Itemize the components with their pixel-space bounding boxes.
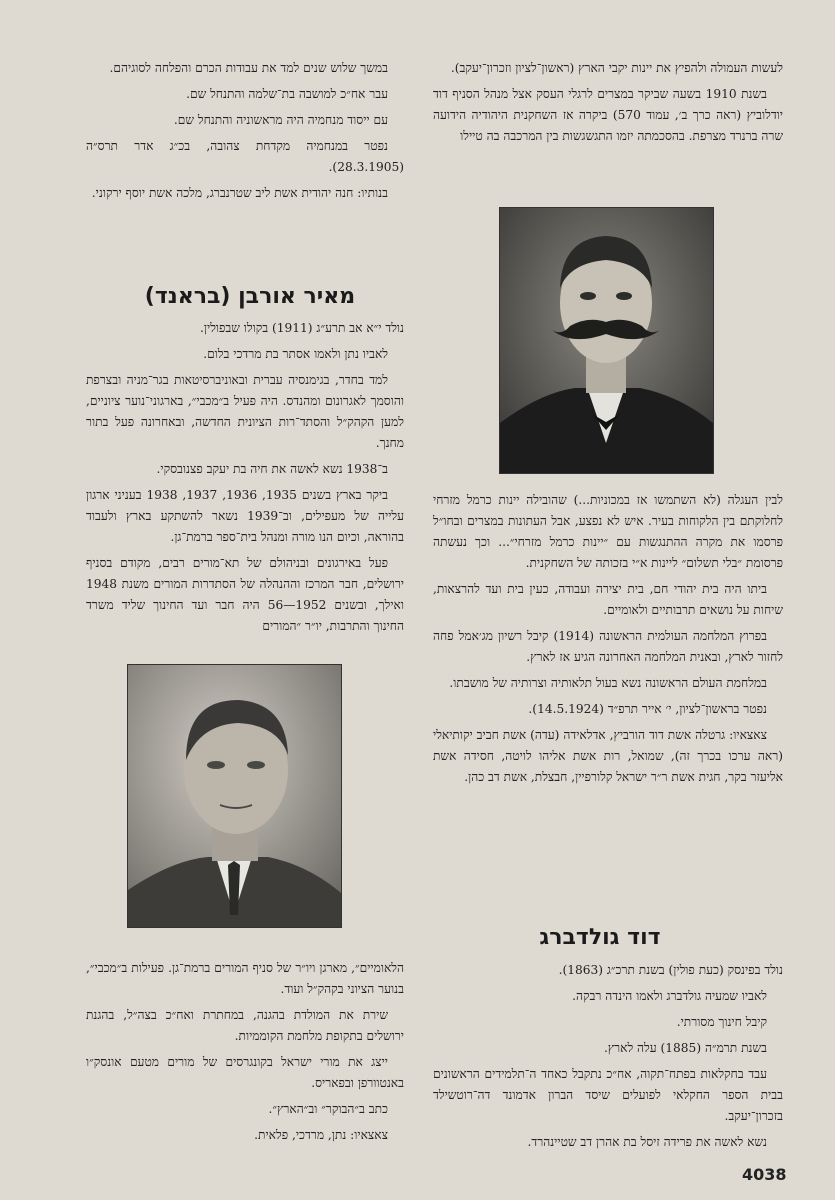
paragraph: נפטר בראשון־לציון, י׳ אייר תרפ״ד (14.5.1924). xyxy=(528,702,767,716)
portrait-photo-man-with-tie xyxy=(127,664,342,928)
paragraph: בשנת 1910 בשעה שביקר במצרים לרגלי העסק אצל מנהל הסניף דוד יודלוביץ (ראה כרך ב׳, עמוד 570) ביקרה אז השחקנית היהודיה הידועה שרה ברנרד מצרפת. בהסכמתה יזמו התגשגשות בין המרכבה בה טיילו xyxy=(433,87,783,143)
paragraph: ביקר בארץ בשנים 1935, 1936, 1937, 1938 בעניני ארגון עלייה של מעפילים, וב־1939 נשאר להשתקע בארץ ולעבוד בהוראה, וכיום הנו מורה ומנהל בית־ספר ברמת־גן. xyxy=(86,488,405,544)
paragraph: לבין העגלה (לא השתמשו אז במכוניות...) שהובילה יינות כרמל מזרחי לחלוקתם בין הלקוחות בעיר. איש לא נפצע, אבל העתונות במצרים ובחו״ל פרסמו את מקרה ההתנגשות עם ״יינות כרמל מזרחי״... וכך נעשתה פרסומת ״בלי תשלום״ ליינות א״י בזכותה של השחקנית. xyxy=(433,493,783,570)
descendants-paragraph: בנותיו: חנה יהודית אשת ליב שטרנברג, מלכה אשת יוסף ירקוני. xyxy=(91,186,388,200)
paragraph: ייצג את מורי ישראל בקונגרסים של מורים מטעם אונסק״ו באנטוורפן ובפאריס. xyxy=(86,1055,404,1090)
paragraph: פעל באירגונים ובניהולם של תא־מורים רבים, מקודם בסניף ירושלים, חבר המרכז וההנהלה של הסתדרות המורים משנת 1948 ואילך, ובשנים 1952—56 היה חבר ועד החינוך שליד משרד החינוך והתרבות, יו״ר ״המורים xyxy=(86,556,404,633)
paragraph: במלחמת העולם הראשונה נשא בעול תלאותיה וצרותיה של מושבתו. xyxy=(449,676,767,690)
paragraph: הלאומיים״, מארגן ויו״ר של סניף המורים ברמת־גן. פעילות ב״מכבי״, בנוער הציוני בקהק״ל ועוד. xyxy=(86,961,404,996)
paragraph: עבר אח״כ למושבה בת־שלמה והתנחל שם. xyxy=(186,87,388,101)
paragraph: נשא לאשה את פרידה זיסל בת אהרן דב שטיינהרד. xyxy=(527,1135,767,1149)
paragraph: במשך שלוש שנים למד את עבודות הכרם והפלחה לסוגיהם. xyxy=(109,61,388,75)
page-number: 4038 xyxy=(742,1165,787,1184)
left-column-meir-entry xyxy=(86,318,404,642)
entry-heading-david-goldberg: דוד גולדברג xyxy=(539,925,661,950)
left-column-bottom xyxy=(86,958,404,1151)
paragraph: נולד י״א אב תרע״ג (1911) בקולו שבפולין. xyxy=(200,321,404,335)
paragraph: כתב ב״הבוקר״ וב״הארץ״. xyxy=(268,1102,388,1116)
paragraph: נולד בפינסק (כעת פולין) בשנת תרכ״ג (1863). xyxy=(558,963,783,977)
right-column-middle xyxy=(433,490,783,793)
paragraph: לעשות העמולה ולהפיץ את יינות יקבי הארץ (ראשון־לציון וזכרון־יעקב). xyxy=(450,61,783,75)
descendants-paragraph: צאצאיו: גרטלה אשת דוד הורביץ, אדלאידה (עדה) אשת חביב יקותיאלי (ראה ערכו בכרך זה), שמואל, רות אשת אליהו לויטה, חסידה אשת אליעזר בקר, חגית אשת ר״ר ישראל קלורפיין, חבצלת, אשת דב כהן. xyxy=(433,728,783,784)
paragraph: בפרוץ המלחמה העולמית הראשונה (1914) קיבל רשיון מג׳אמל פחה לחזור לארץ, ובאנית המלחמה האחרונה הגיע אז לארץ. xyxy=(433,629,783,664)
paragraph: לאביו נתן ולאמו אסתר בת מרדכי בלום. xyxy=(203,347,388,361)
paragraph: לאביו שמעיה גולדברג ולאמו הינדה רבקה. xyxy=(572,989,767,1003)
entry-heading-meir-urban: מאיר אורבן (בראנד) xyxy=(144,284,356,309)
descendants-paragraph: צאצאיו: נתן, מרדכי, פלאית. xyxy=(254,1128,388,1142)
paragraph: למד בחדר, בגימנסיה עברית ובאוניברסיטאות בגר־מניה ובצרפת והוסמך לאגרונום ומהנדס. היה פעיל ב״מכבי״, בארגוני־נוער ציוניים, למען הקהק״ל והסתד־רות הציונית החדשה, ובאחרונה פעל בתור מחנך. xyxy=(86,373,404,450)
paragraph: עם ייסוד מנחמיה היה מראשוניה והתנחל שם. xyxy=(173,113,388,127)
paragraph: קיבל חינוך מסורתי. xyxy=(676,1015,767,1029)
paragraph: בשנת תרמ״ה (1885) עלה לארץ. xyxy=(603,1041,767,1055)
right-column-top xyxy=(433,58,783,152)
paragraph: ביתו היה בית יהודי חם, בית יצירה ועבודה, כעין בית ועד להרצאות, שיחות על נושאים תרבותיים ולאומיים. xyxy=(433,582,783,617)
left-column-top xyxy=(86,58,404,209)
paragraph: שירת את המולדת בהגנה, במחתרת ואח״כ בצה״ל, בהגנת ירושלים בתקופת מלחמת הקוממיות. xyxy=(86,1008,404,1043)
portrait-photo-mustached-man xyxy=(499,207,714,474)
paragraph: ב־1938 נשא לאשה את חיה בת יעקב פצנובסקי. xyxy=(156,462,388,476)
paragraph: עבד בחקלאות בפתח־תקוה, אח״כ נתקבל כאחד ה־תלמידים הראשונים בבית הספר החקלאי לפועלים שיסד הברון אדמונד דה־רוטשילד בזכרון־יעקב. xyxy=(433,1067,783,1123)
right-column-david-entry xyxy=(433,960,783,1158)
paragraph: נפטר במנחמיה מקדחת צהובה, בכ״ג אדר תרס״ה (28.3.1905). xyxy=(86,139,404,174)
